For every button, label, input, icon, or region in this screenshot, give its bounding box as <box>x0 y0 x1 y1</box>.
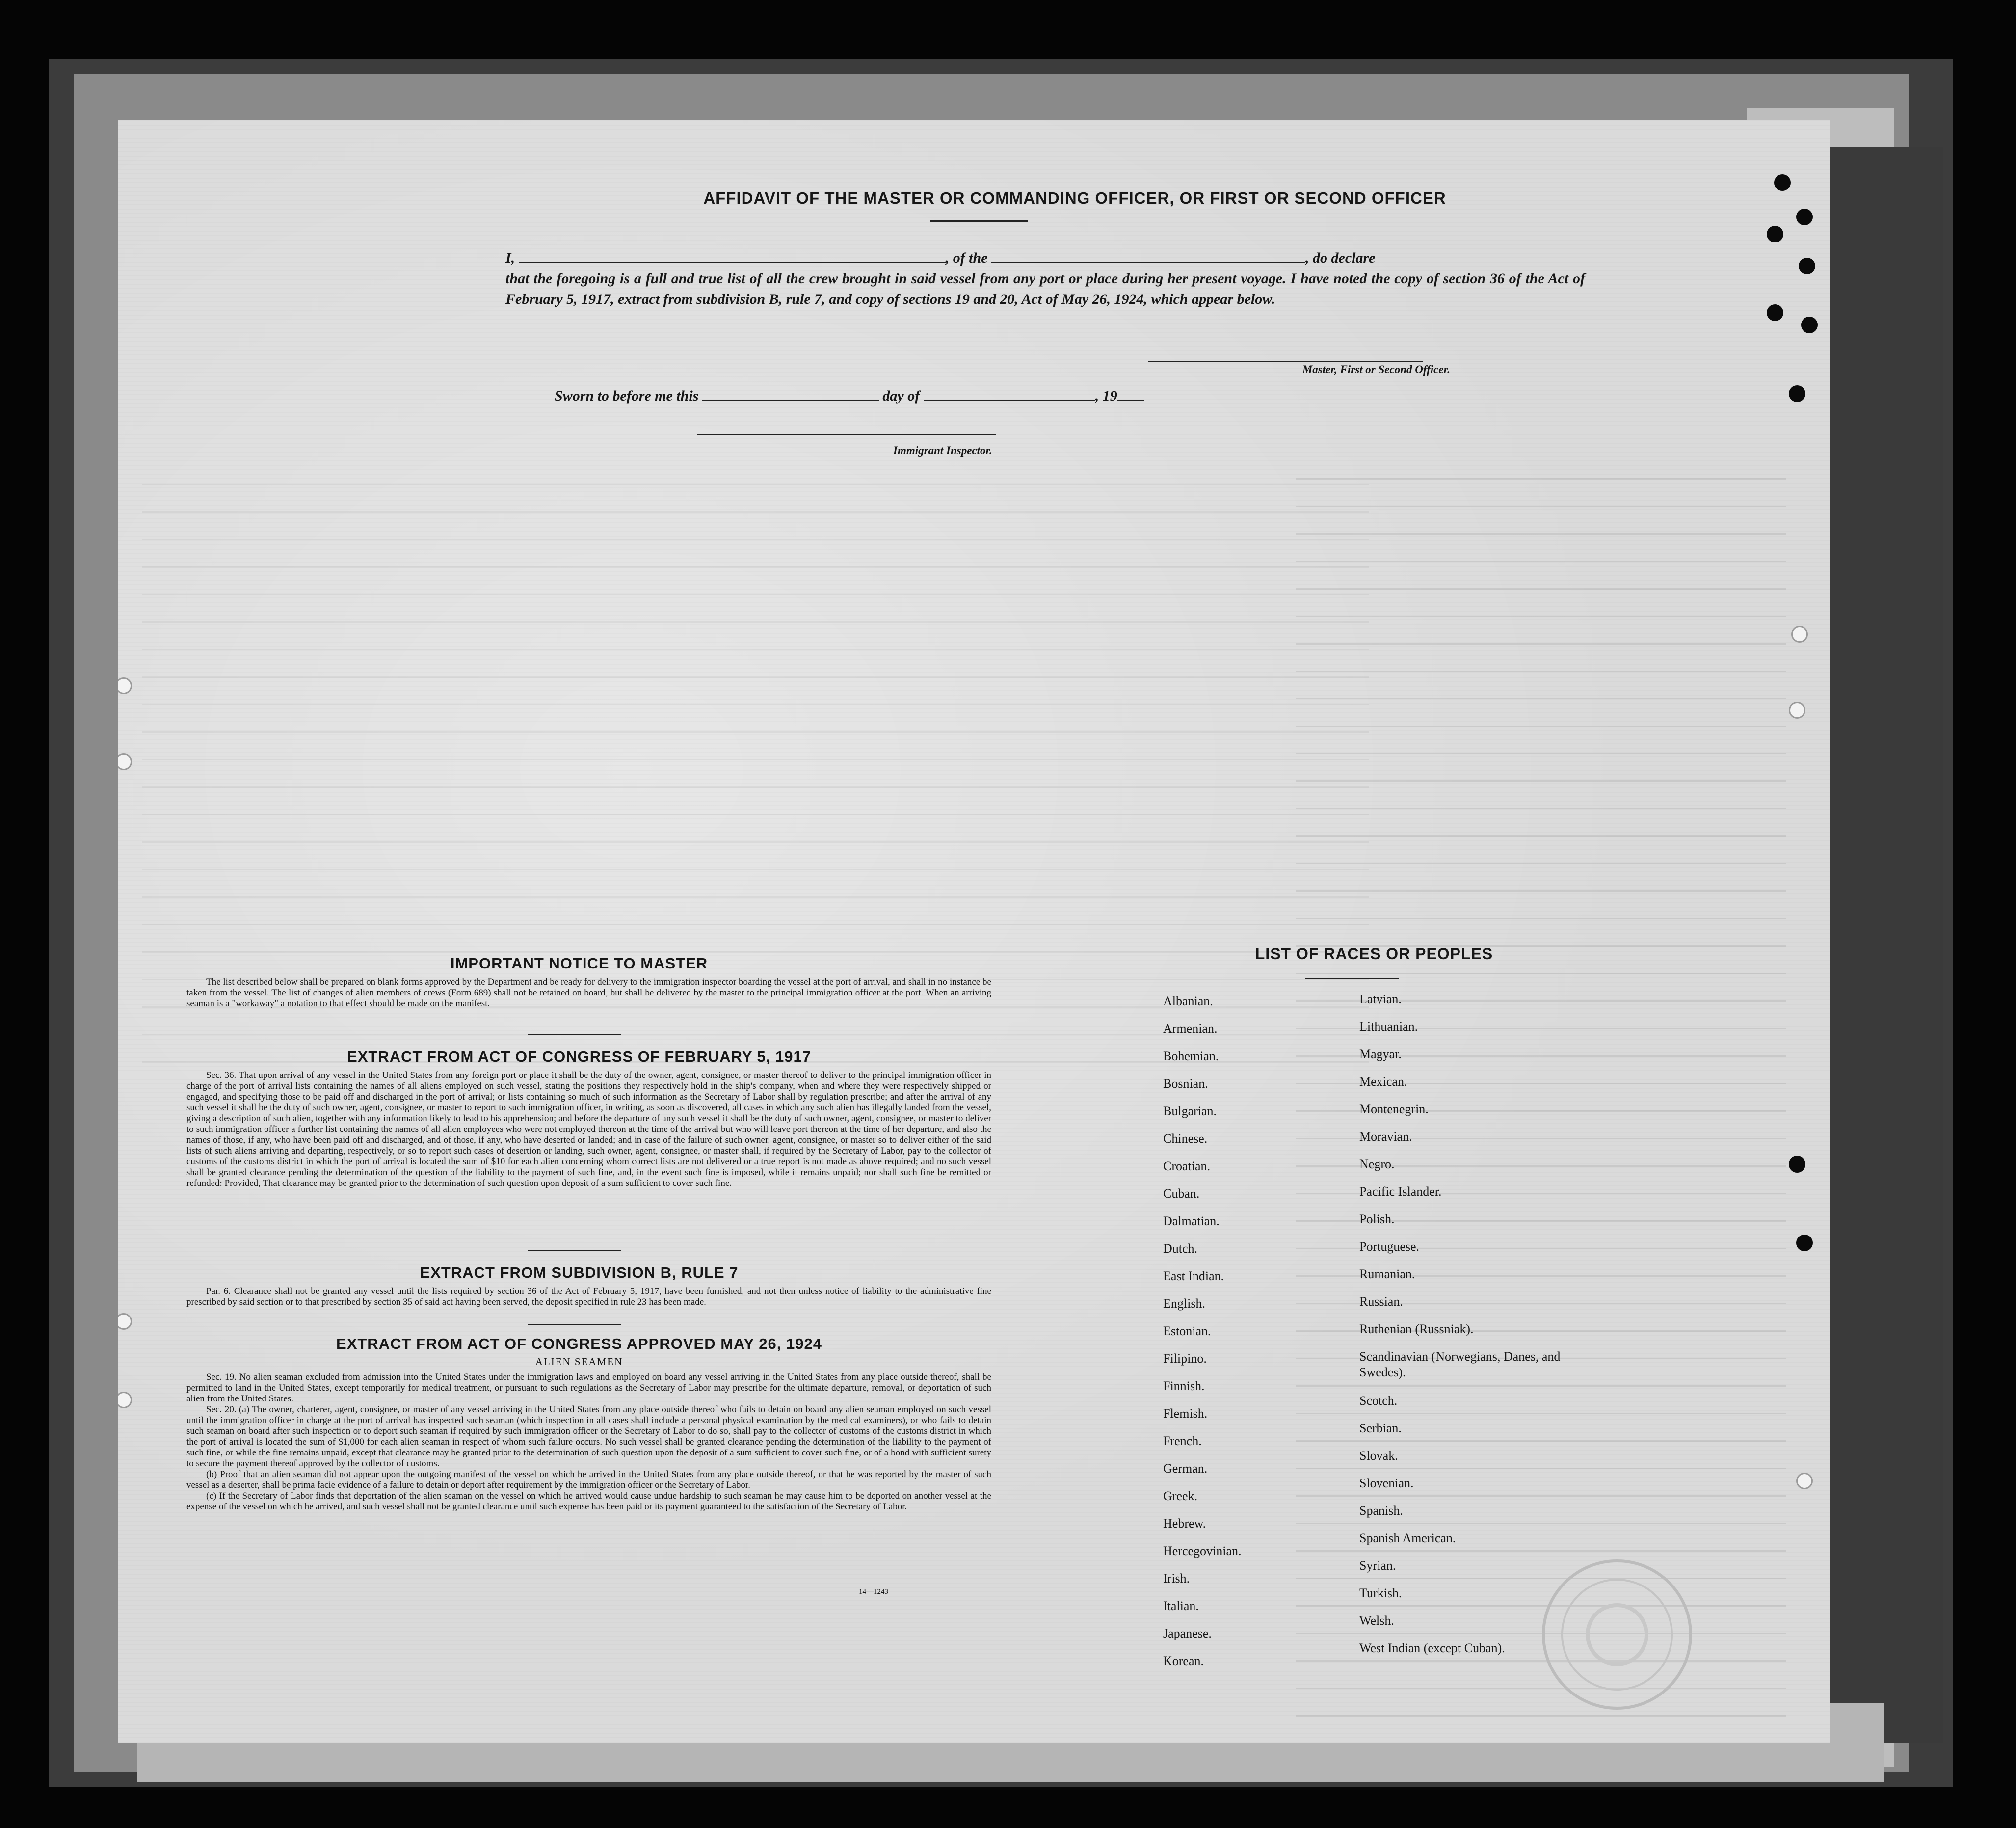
punch-hole <box>118 1392 132 1408</box>
race-item: East Indian. <box>1163 1269 1224 1283</box>
race-item: Estonian. <box>1163 1324 1211 1338</box>
affidavit-text <box>505 248 1585 310</box>
sworn-prefix: Sworn to before me this <box>555 388 699 404</box>
punch-hole <box>118 753 132 770</box>
notice-paragraph: The list described below shall be prepared on blank forms approved by the Department and be ready for delivery to the immigration inspector boarding the vessel at the port of arrival, and shall in no instance be taken from the vessel. The list of changes of alien members of crews (Form 689) shall not be retained on board, but shall be delivered by the master to the principal immigration officer at the port. When an arriving seaman is a "workaway" a notation to that effect should be made on the manifest. <box>186 977 991 1009</box>
extract-1917-title: EXTRACT FROM ACT OF CONGRESS OF FEBRUARY 5, 1917 <box>347 1048 811 1065</box>
race-item: West Indian (except Cuban). <box>1359 1641 1505 1655</box>
divider <box>528 1034 621 1035</box>
punch-hole <box>1789 385 1805 402</box>
master-signature-label: Master, First or Second Officer. <box>1302 363 1450 376</box>
rule7-title: EXTRACT FROM SUBDIVISION B, RULE 7 <box>420 1264 739 1281</box>
race-item: Filipino. <box>1163 1351 1207 1366</box>
extract-1924-subtitle: ALIEN SEAMEN <box>535 1356 623 1368</box>
race-item: Ruthenian (Russniak). <box>1359 1322 1474 1336</box>
seal-stamp <box>1536 1554 1698 1716</box>
punch-hole <box>1791 626 1808 643</box>
sworn-year-label: , 19 <box>1095 388 1117 404</box>
race-item: Mexican. <box>1359 1075 1407 1089</box>
race-item: English. <box>1163 1296 1205 1311</box>
race-item: Korean. <box>1163 1654 1204 1668</box>
punch-hole <box>1789 1156 1805 1173</box>
race-item: Japanese. <box>1163 1626 1212 1640</box>
sec20a-paragraph: Sec. 20. (a) The owner, charterer, agent, consignee, or master of any vessel arriving in the United States from any place outside thereof who fails to detain on board any alien seaman employed on such vessel until the immigration officer in charge at the port of arrival has inspected such seaman (which inspection in all cases shall include a personal physical examination by the medical examiners), or who fails to detain such seaman on board after such inspection or to deport such seaman if required by such immigration officer or the Secretary of Labor to do so, shall pay to the collector of customs of the customs district in which the port of arrival is located the sum of $1,000 for each alien seaman in respect of whom such failure occurs. No such vessel shall be granted clearance pending the determination of the liability to the payment of such fine, or while the fine remains unpaid, except that clearance may be granted prior to the determination of such question upon the deposit of a sum sufficient to cover such fine, or of a bond with sufficient surety to secure the payment thereof approved by the collector of customs. <box>186 1404 991 1469</box>
race-item: Rumanian. <box>1359 1267 1415 1281</box>
race-item: Syrian. <box>1359 1559 1396 1573</box>
race-item: Russian. <box>1359 1294 1403 1309</box>
race-item: Flemish. <box>1163 1406 1208 1421</box>
punch-hole <box>1796 209 1813 225</box>
inspector-signature-line[interactable] <box>697 434 996 435</box>
divider <box>1305 978 1399 979</box>
race-item: Spanish. <box>1359 1504 1403 1518</box>
race-item: Hercegovinian. <box>1163 1544 1242 1558</box>
document-page <box>118 120 1830 1743</box>
affidavit-title: AFFIDAVIT OF THE MASTER OR COMMANDING OFFICER, OR FIRST OR SECOND OFFICER <box>703 189 1446 207</box>
punch-hole <box>1801 317 1818 333</box>
race-item: Polish. <box>1359 1212 1395 1226</box>
punch-hole <box>1767 226 1783 242</box>
rule7-text <box>186 1286 991 1308</box>
race-item: Portuguese. <box>1359 1239 1420 1254</box>
race-item: Bosnian. <box>1163 1076 1208 1091</box>
sec19-paragraph: Sec. 19. No alien seaman excluded from admission into the United States under the immigration laws and employed on board any vessel arriving in the United States from any place outside thereof, shall be permitted to land in the United States, except temporarily for medical treatment, or pursuant to such regulations as the Secretary of Labor may prescribe for the ultimate departure, removal, or deportation of such alien from the United States. <box>186 1372 991 1404</box>
sworn-month-field[interactable] <box>924 389 1095 401</box>
back-sheet-edge <box>1816 147 1943 1743</box>
sworn-line <box>555 388 1389 404</box>
race-item: Scandinavian (Norwegians, Danes, and Swedes). <box>1359 1349 1561 1379</box>
punch-hole <box>118 677 132 694</box>
affidavit-line1 <box>505 248 1585 269</box>
punch-hole <box>1774 174 1791 191</box>
punch-hole <box>1796 1473 1813 1489</box>
race-item: Croatian. <box>1163 1159 1211 1173</box>
race-item: Finnish. <box>1163 1379 1205 1393</box>
race-item: Spanish American. <box>1359 1531 1456 1545</box>
sworn-day-of: day of <box>882 388 920 404</box>
race-item: Dalmatian. <box>1163 1214 1220 1228</box>
race-item: Moravian. <box>1359 1129 1412 1144</box>
race-item: Latvian. <box>1359 992 1402 1006</box>
inspector-signature-label: Immigrant Inspector. <box>893 444 992 457</box>
form-number: 14—1243 <box>859 1588 888 1596</box>
extract-1924-text <box>186 1372 991 1512</box>
sec20b-paragraph: (b) Proof that an alien seaman did not appear upon the outgoing manifest of the vessel on which he arrived in the United States from any place outside thereof, or that he was reported by the master of such vessel as a deserter, shall be prima facie evidence of a failure to detain or deport after requirement by the immigration officer or the Secretary of Labor. <box>186 1469 991 1490</box>
race-item: Chinese. <box>1163 1131 1208 1146</box>
race-item: Bulgarian. <box>1163 1104 1217 1118</box>
rule7-paragraph: Par. 6. Clearance shall not be granted any vessel until the lists required by section 36 of the Act of February 5, 1917, have been furnished, and not then unless notice of liability to the administrative fine prescribed by said section or to that prescribed by section 35 of said act having been served, the deposit specified in rule 23 has been made. <box>186 1286 991 1307</box>
races-title: LIST OF RACES OR PEOPLES <box>1255 945 1493 963</box>
master-name-field[interactable] <box>519 251 946 263</box>
divider <box>528 1324 621 1325</box>
divider <box>930 220 1028 222</box>
race-item: French. <box>1163 1434 1202 1448</box>
race-item: Negro. <box>1359 1157 1395 1171</box>
race-item: Slovak. <box>1359 1449 1398 1463</box>
extract-1924-title: EXTRACT FROM ACT OF CONGRESS APPROVED MAY 26, 1924 <box>336 1335 822 1352</box>
divider <box>528 1250 621 1251</box>
punch-hole <box>1799 258 1815 274</box>
race-item: Montenegrin. <box>1359 1102 1429 1116</box>
race-item: Cuban. <box>1163 1186 1200 1201</box>
race-item: Armenian. <box>1163 1022 1218 1036</box>
race-item: German. <box>1163 1461 1208 1476</box>
extract-1917-paragraph: Sec. 36. That upon arrival of any vessel in the United States from any foreign port or place it shall be the duty of the owner, agent, consignee, or master thereof to deliver to the principal immigration officer in charge of the port of arrival lists containing the names of all aliens employed on such vessel, stating the positions they respectively hold in the ship's company, when and where they were respectively shipped or engaged, and specifying those to be paid off and discharged in the port of arrival; or lists containing so much of such information as the Secretary of Labor shall by regulation prescribe; and after the arrival of any such vessel it shall be the duty of such owner, agent, consignee, or master to report to such immigration officer, in writing, as soon as discovered, all cases in which any such alien has illegally landed from the vessel, giving a description of such alien, together with any information likely to lead to his apprehension; and before the departure of any such vessel it shall be the duty of such owner, agent, consignee, or master to deliver to such immigration officer a further list containing the names of all alien employees who were not employed thereon at the time of the arrival but who will leave port thereon at the time of her departure, and also the names of those, if any, who have been paid off and discharged, and of those, if any, who have deserted or landed; and in case of the failure of such owner, agent, consignee, or master so to deliver either of the said lists of such aliens arriving and departing, respectively, or so to report such cases of desertion or landing, such owner, agent, consignee, or master shall, if required by the Secretary of Labor, pay to the collector of customs of the customs district in which the port of arrival is located the sum of $10 for each alien concerning whom correct lists are not delivered or a true report is not made as above required; and no such vessel shall be granted clearance pending the determination of the question of the liability to the payment of such fine, and, in the event such fine is imposed, while it remains unpaid; nor shall such fine be remitted or refunded: Provided, That clearance may be granted prior to the determination of such question upon deposit of a sum sufficient to cover such fine. <box>186 1070 991 1188</box>
race-item: Slovenian. <box>1359 1476 1414 1490</box>
sworn-date-field[interactable] <box>702 389 879 401</box>
punch-hole <box>1796 1235 1813 1251</box>
race-item: Greek. <box>1163 1489 1198 1503</box>
master-signature-line[interactable] <box>1148 361 1423 362</box>
vessel-name-field[interactable] <box>991 251 1305 263</box>
sworn-year-field[interactable] <box>1117 389 1144 401</box>
punch-hole <box>1767 304 1783 321</box>
race-item: Welsh. <box>1359 1613 1394 1628</box>
race-item: Bohemian. <box>1163 1049 1219 1063</box>
bleed-through <box>142 474 1369 1063</box>
race-item: Turkish. <box>1359 1586 1402 1600</box>
sec20c-paragraph: (c) If the Secretary of Labor finds that deportation of the alien seaman on the vessel on which he arrived would cause undue hardship to such seaman he may cause him to be deported on another vessel at the expense of the vessel on which he arrived, and such vessel shall not be granted clearance until such expense has been paid or its payment guaranteed to the satisfaction of the Secretary of Labor. <box>186 1491 991 1512</box>
race-item: Scotch. <box>1359 1394 1398 1408</box>
race-item: Dutch. <box>1163 1241 1198 1256</box>
affidavit-body: that the foregoing is a full and true list of all the crew brought in said vessel from any port or place during her present voyage. I have noted the copy of section 36 of the Act of February 5, 1917, extract from subdivision B, rule 7, and copy of sections 19 and 20, Act of May 26, 1924, which appear below. <box>505 270 1585 307</box>
punch-hole <box>1789 702 1805 719</box>
affidavit-of-the-label: , of the <box>945 250 988 266</box>
race-item: Magyar. <box>1359 1047 1402 1061</box>
race-item: Serbian. <box>1359 1421 1402 1435</box>
race-item: Albanian. <box>1163 994 1213 1008</box>
affidavit-do-declare-label: , do declare <box>1305 250 1376 266</box>
race-item: Lithuanian. <box>1359 1020 1418 1034</box>
notice-title: IMPORTANT NOTICE TO MASTER <box>450 955 708 972</box>
race-item: Pacific Islander. <box>1359 1184 1442 1199</box>
race-item: Italian. <box>1163 1599 1199 1613</box>
extract-1917-text <box>186 1070 991 1189</box>
punch-hole <box>118 1313 132 1330</box>
affidavit-i-label: I, <box>505 250 515 266</box>
notice-text <box>186 977 991 1009</box>
race-item: Hebrew. <box>1163 1516 1206 1531</box>
race-item: Irish. <box>1163 1571 1190 1586</box>
